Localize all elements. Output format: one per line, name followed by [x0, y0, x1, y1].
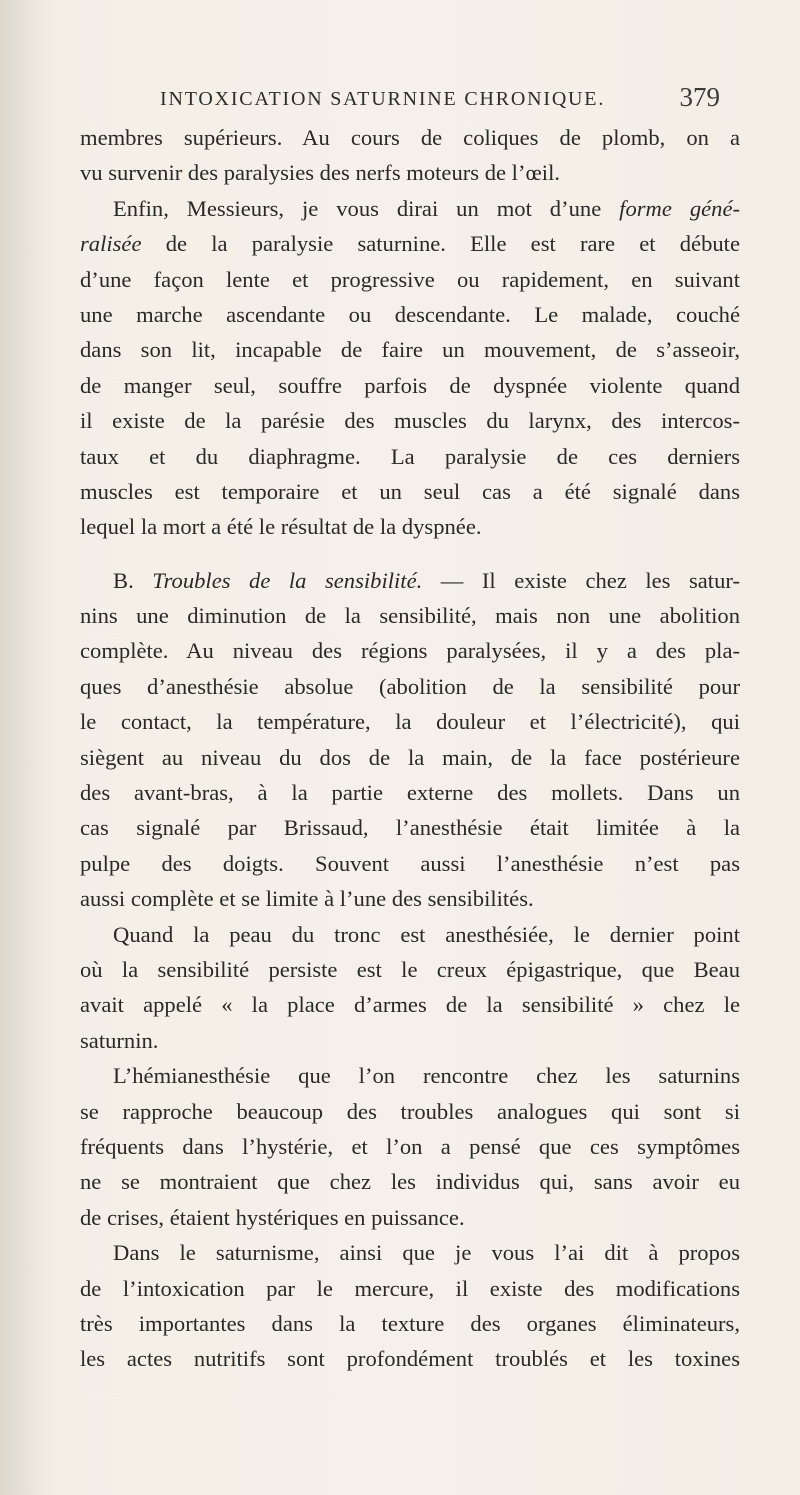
page-number: 379 — [679, 82, 720, 112]
text-line: cas signalé par Brissaud, l’anesthésie était limitée à la — [80, 815, 740, 841]
text-line: aussi complète et se limite à l’une des sensibilités. — [80, 886, 534, 912]
text-run: Enfin, Messieurs, je vous dirai un mot d’une — [113, 195, 620, 221]
italic-phrase: ralisée — [80, 231, 142, 257]
text-line: pulpe des doigts. Souvent aussi l’anesthésie n’est pas — [80, 850, 740, 876]
body-text — [80, 120, 740, 1377]
text-line: Dans le saturnisme, ainsi que je vous l’ai dit à propos — [113, 1240, 740, 1266]
text-line: les actes nutritifs sont profondément troublés et les toxines — [80, 1346, 740, 1372]
text-line: L’hémianesthésie que l’on rencontre chez les saturnins — [113, 1063, 740, 1089]
text-line: muscles est temporaire et un seul cas a été signalé dans — [80, 478, 740, 504]
text-line: fréquents dans l’hystérie, et l’on a pensé que ces symptômes — [80, 1133, 740, 1159]
text-line: Quand la peau du tronc est anesthésiée, le dernier point — [113, 921, 740, 947]
text-run: de la paralysie saturnine. Elle est rare et débute — [141, 231, 740, 257]
text-line: lequel la mort a été le résultat de la dyspnée. — [80, 514, 482, 540]
text-run: — Il existe chez les satur- — [422, 567, 740, 593]
running-head — [160, 82, 720, 118]
text-line: avait appelé « la place d’armes de la sensibilité » chez le — [80, 992, 740, 1018]
text-line: ques d’anesthésie absolue (abolition de la sensibilité pour — [80, 673, 740, 699]
text-line: il existe de la parésie des muscles du larynx, des intercos- — [80, 408, 740, 434]
text-line — [80, 226, 740, 261]
text-line: ne se montraient que chez les individus qui, sans avoir eu — [80, 1169, 740, 1195]
text-line: où la sensibilité persiste est le creux épigastrique, que Beau — [80, 956, 740, 982]
page-edge-shadow — [0, 0, 60, 1495]
text-line: de manger seul, souffre parfois de dyspnée violente quand — [80, 372, 740, 398]
text-line: d’une façon lente et progressive ou rapidement, en suivant — [80, 266, 740, 292]
section-label: B. — [113, 567, 153, 593]
text-line: complète. Au niveau des régions paralysées, il y a des pla- — [80, 638, 740, 664]
text-line: très importantes dans la texture des organes éliminateurs, — [80, 1310, 740, 1336]
italic-phrase: forme géné- — [619, 195, 740, 221]
text-line — [80, 191, 740, 226]
text-line: nins une diminution de la sensibilité, mais non une abolition — [80, 603, 740, 629]
text-line — [80, 563, 740, 598]
text-line: saturnin. — [80, 1027, 159, 1053]
text-line: de l’intoxication par le mercure, il existe des modifications — [80, 1275, 740, 1301]
text-line: de crises, étaient hystériques en puissance. — [80, 1204, 465, 1230]
text-line: siègent au niveau du dos de la main, de la face postérieure — [80, 744, 740, 770]
text-line: une marche ascendante ou descendante. Le malade, couché — [80, 301, 740, 327]
text-line: des avant-bras, à la partie externe des mollets. Dans un — [80, 780, 740, 806]
text-line: dans son lit, incapable de faire un mouvement, de s’asseoir, — [80, 337, 740, 363]
paragraph-gap — [80, 545, 740, 563]
section-heading: Troubles de la sensibilité. — [152, 567, 423, 593]
text-line: se rapproche beaucoup des troubles analogues qui sont si — [80, 1098, 740, 1124]
running-title: INTOXICATION SATURNINE CHRONIQUE. — [160, 88, 606, 110]
text-line: membres supérieurs. Au cours de coliques de plomb, on a — [80, 125, 740, 150]
text-line: le contact, la température, la douleur et l’électricité), qui — [80, 709, 740, 735]
text-line: taux et du diaphragme. La paralysie de ces derniers — [80, 443, 740, 469]
text-line: vu survenir des paralysies des nerfs moteurs de l’œil. — [80, 160, 560, 186]
